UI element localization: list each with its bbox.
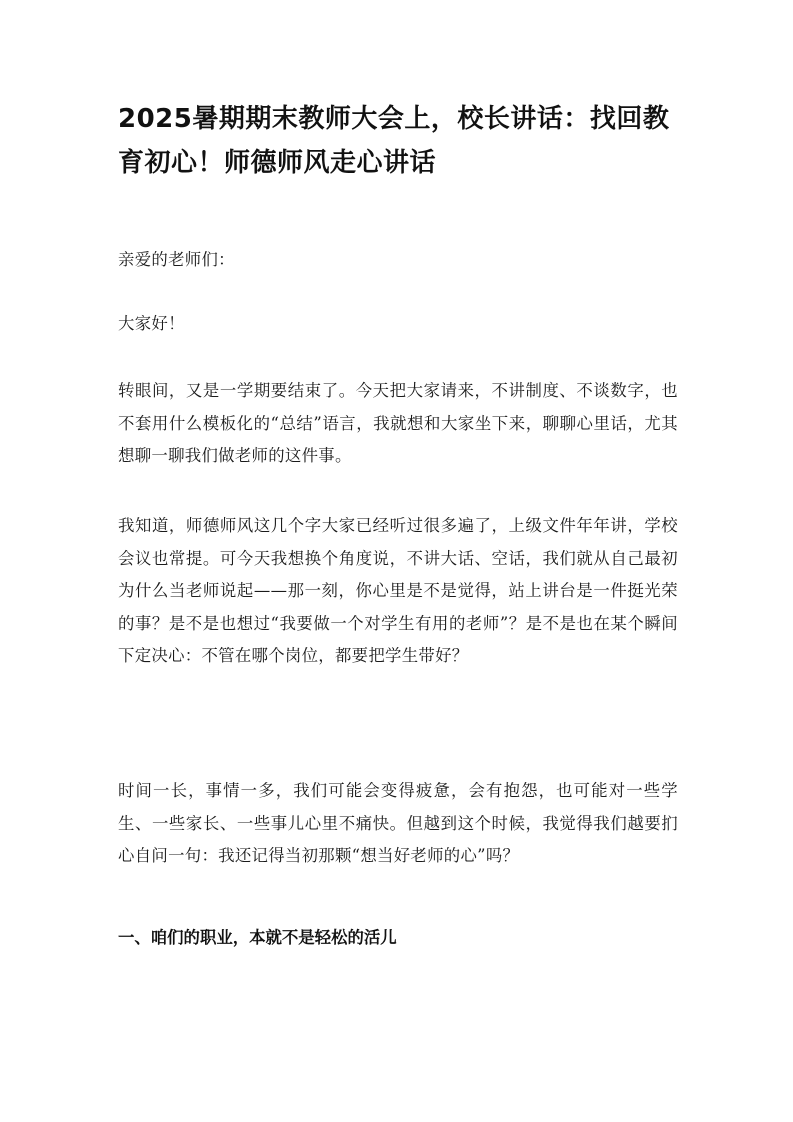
document-title: 2025暑期期末教师大会上，校长讲话：找回教育初心！师德师风走心讲话 xyxy=(118,104,670,178)
greeting: 大家好！ xyxy=(118,314,185,333)
paragraph-3: 时间一长，事情一多，我们可能会变得疲惫，会有抱怨，也可能对一些学生、一些家长、一些事儿心里不痛快。但越到这个时候，我觉得我们越要扪心自问一句：我还记得当初那颗“想当好老师的心”吗？ xyxy=(118,781,678,865)
paragraph-2: 我知道，师德师风这几个字大家已经听过很多遍了，上级文件年年讲，学校会议也常提。可今天我想换个角度说，不讲大话、空话，我们就从自己最初为什么当老师说起——那一刻，你心里是不是觉得，站上讲台是一件挺光荣的事？是不是也想过“我要做一个对学生有用的老师”？是不是也在某个瞬间下定决心：不管在哪个岗位，都要把学生带好？ xyxy=(118,516,678,665)
section-heading: 一、咱们的职业，本就不是轻松的活儿 xyxy=(118,928,397,947)
paragraph-1: 转眼间，又是一学期要结束了。今天把大家请来，不讲制度、不谈数字，也不套用什么模板化的“总结”语言，我就想和大家坐下来，聊聊心里话，尤其想聊一聊我们做老师的这件事。 xyxy=(118,381,678,465)
salutation: 亲爱的老师们： xyxy=(118,250,235,269)
